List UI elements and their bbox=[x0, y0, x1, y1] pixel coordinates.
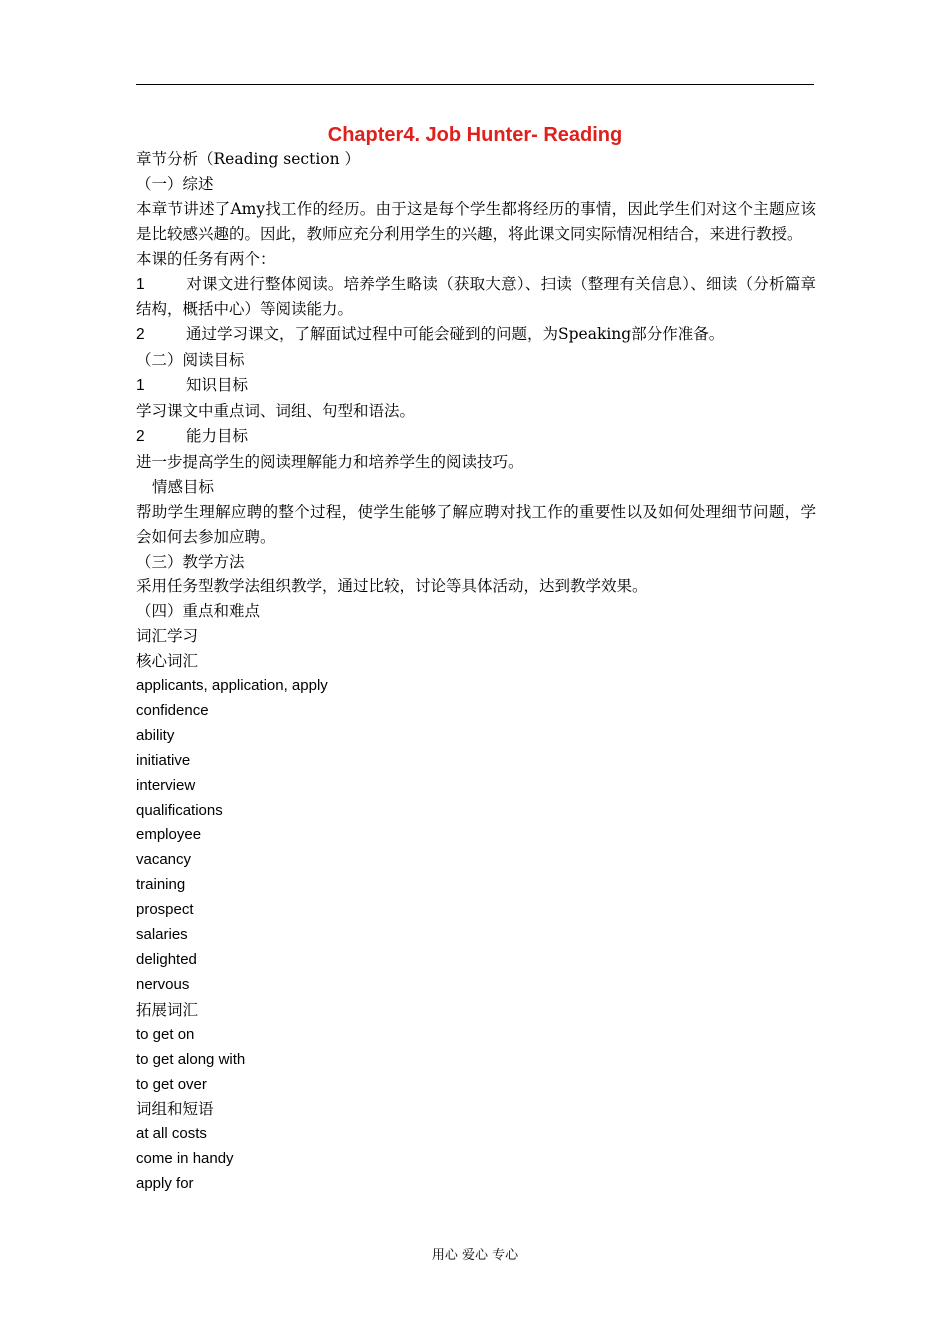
overview-paragraph: 本章节讲述了Amy找工作的经历。由于这是每个学生都将经历的事情，因此学生们对这个主题应该是比较感兴趣的。因此，教师应充分利用学生的兴趣，将此课文同实际情况相结合，来进行教授。 bbox=[136, 199, 816, 243]
overview-heading: （一）综述 bbox=[136, 174, 214, 193]
goal-number: 1 bbox=[136, 377, 145, 395]
goal-number: 2 bbox=[136, 427, 145, 445]
goal-label: 能力目标 bbox=[186, 426, 249, 445]
list-item: delighted bbox=[136, 951, 197, 968]
task-number: 1 bbox=[136, 275, 145, 293]
page-footer: 用心 爱心 专心 bbox=[431, 1248, 519, 1263]
task-text: 通过学习课文，了解面试过程中可能会碰到的问题，为Speaking部分作准备。 bbox=[186, 325, 725, 344]
document-body bbox=[136, 147, 816, 1197]
list-item: qualifications bbox=[136, 801, 223, 819]
list-item: to get along with bbox=[136, 1050, 246, 1068]
reading-goals-heading: （二）阅读目标 bbox=[136, 351, 245, 370]
task-text: 对课文进行整体阅读。培养学生略读（获取大意）、扫读（整理有关信息）、细读（分析篇章结构，概括中心）等阅读能力。 bbox=[136, 274, 816, 319]
list-item: interview bbox=[136, 776, 196, 794]
list-item: come in handy bbox=[136, 1150, 234, 1168]
key-points-heading: （四）重点和难点 bbox=[136, 602, 261, 621]
list-item: employee bbox=[136, 826, 202, 844]
task-number: 2 bbox=[136, 326, 145, 344]
task-item-2 bbox=[136, 322, 816, 348]
list-item: at all costs bbox=[136, 1125, 207, 1143]
teaching-method-heading: （三）教学方法 bbox=[136, 552, 245, 571]
goal-label: 知识目标 bbox=[186, 376, 249, 395]
section-analysis-heading: 章节分析（Reading section ） bbox=[136, 150, 361, 168]
list-item: apply for bbox=[136, 1175, 194, 1193]
list-item: confidence bbox=[136, 701, 209, 719]
extended-vocabulary-heading: 拓展词汇 bbox=[136, 1000, 199, 1019]
header-rule bbox=[136, 84, 814, 85]
list-item: initiative bbox=[136, 751, 191, 769]
knowledge-goal-text: 学习课文中重点词、词组、句型和语法。 bbox=[136, 402, 416, 421]
ability-goal-text: 进一步提高学生的阅读理解能力和培养学生的阅读技巧。 bbox=[136, 452, 524, 471]
list-item: to get on bbox=[136, 1025, 195, 1043]
tasks-intro: 本课的任务有两个： bbox=[136, 249, 276, 268]
goal-item-ability bbox=[136, 424, 816, 450]
list-item: ability bbox=[136, 726, 175, 744]
task-item-1 bbox=[136, 272, 816, 323]
emotion-goal-text: 帮助学生理解应聘的整个过程，使学生能够了解应聘对找工作的重要性以及如何处理细节问题，学会如何去参加应聘。 bbox=[136, 502, 816, 546]
emotion-goal-heading: 情感目标 bbox=[152, 477, 215, 496]
teaching-method-text: 采用任务型教学法组织教学，通过比较，讨论等具体活动，达到教学效果。 bbox=[136, 577, 648, 596]
vocabulary-heading: 词汇学习 bbox=[136, 627, 199, 646]
phrases-heading: 词组和短语 bbox=[136, 1100, 214, 1119]
list-item: to get over bbox=[136, 1075, 207, 1093]
list-item: prospect bbox=[136, 901, 194, 919]
list-item: vacancy bbox=[136, 851, 192, 869]
document-title: Chapter4. Job Hunter- Reading bbox=[327, 124, 623, 146]
list-item: applicants, application, apply bbox=[136, 677, 328, 695]
core-vocabulary-heading: 核心词汇 bbox=[136, 652, 199, 671]
list-item: training bbox=[136, 876, 186, 894]
goal-item-knowledge bbox=[136, 373, 816, 399]
list-item: salaries bbox=[136, 926, 188, 944]
list-item: nervous bbox=[136, 975, 190, 993]
